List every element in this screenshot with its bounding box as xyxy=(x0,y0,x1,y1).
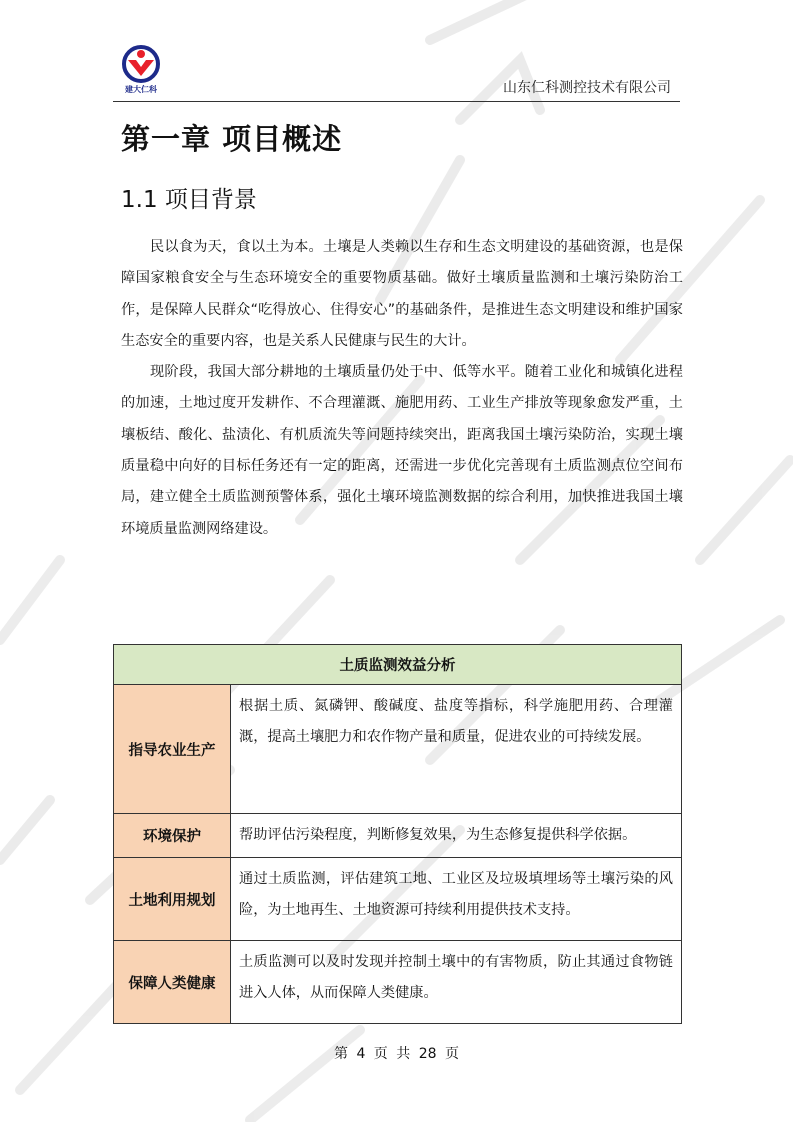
row-content: 帮助评估污染程度，判断修复效果，为生态修复提供科学依据。 xyxy=(231,814,682,858)
section-title: 1.1 项目背景 xyxy=(121,187,257,213)
page-number: 第 4 页 共 28 页 xyxy=(334,1046,459,1062)
paragraph: 现阶段，我国大部分耕地的土壤质量仍处于中、低等水平。随着工业化和城镇化进程的加速，土地过度开发耕作、不合理灌溉、施肥用药、工业生产排放等现象愈发严重，土壤板结、酸化、盐渍化、有机质流失等问题持续突出，距离我国土壤污染防治，实现土壤质量稳中向好的目标任务还有一定的距离，还需进一步优化完善现有土质监测点位空间布局，建立健全土质监测预警体系，强化土壤环境监测数据的综合利用，加快推进我国土壤环境质量监测网络建设。 xyxy=(121,364,683,537)
table-row xyxy=(114,814,682,858)
row-label: 保障人类健康 xyxy=(114,941,231,1024)
paragraph: 民以食为天，食以土为本。土壤是人类赖以生存和生态文明建设的基础资源，也是保障国家粮食安全与生态环境安全的重要物质基础。做好土壤质量监测和土壤污染防治工作，是保障人民群众“吃得放心、住得安心”的基础条件，是推进生态文明建设和维护国家生态安全的重要内容，也是关系人民健康与民生的大计。 xyxy=(121,239,683,349)
table-row xyxy=(114,941,682,1024)
row-label: 指导农业生产 xyxy=(114,685,231,814)
company-name: 山东仁科测控技术有限公司 xyxy=(503,80,671,96)
chapter-title: 第一章 项目概述 xyxy=(121,122,343,156)
logo-caption: 建大仁科 xyxy=(125,85,157,94)
header-divider xyxy=(113,101,680,102)
benefit-table xyxy=(113,644,682,1024)
row-label: 土地利用规划 xyxy=(114,858,231,941)
table-row xyxy=(114,685,682,814)
body-text xyxy=(121,232,683,545)
row-content: 根据土质、氮磷钾、酸碱度、盐度等指标，科学施肥用药、合理灌溉，提高土壤肥力和农作物产量和质量，促进农业的可持续发展。 xyxy=(231,685,682,814)
row-content: 通过土质监测，评估建筑工地、工业区及垃圾填埋场等土壤污染的风险，为土地再生、土地资源可持续利用提供技术支持。 xyxy=(231,858,682,941)
row-content: 土质监测可以及时发现并控制土壤中的有害物质，防止其通过食物链进入人体，从而保障人类健康。 xyxy=(231,941,682,1024)
table-title: 土质监测效益分析 xyxy=(114,645,682,685)
row-label: 环境保护 xyxy=(114,814,231,858)
table-row xyxy=(114,858,682,941)
